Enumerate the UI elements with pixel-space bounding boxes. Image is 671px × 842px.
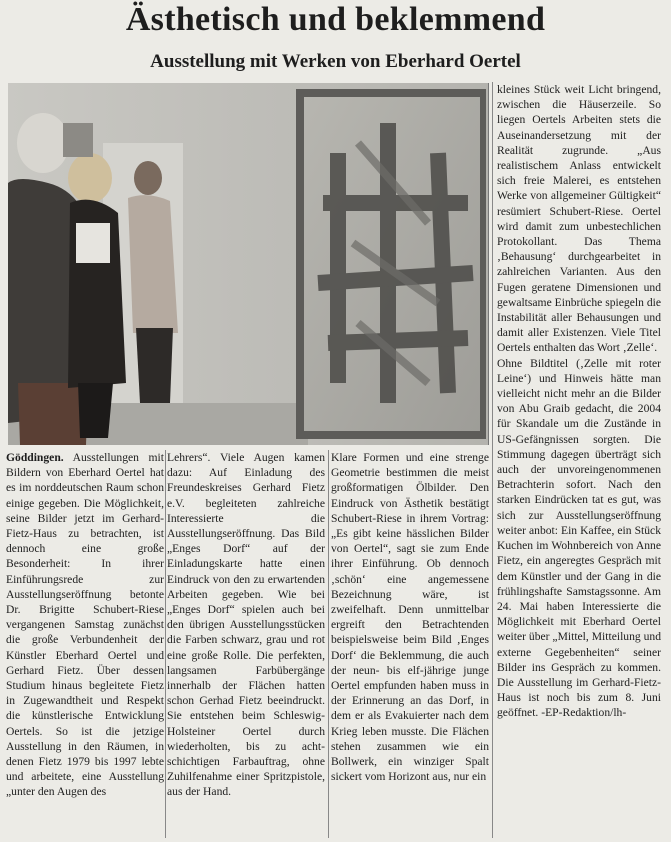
dateline: Göddingen. <box>6 451 64 464</box>
headline: Ästhetisch und beklemmend <box>125 1 546 38</box>
article-column-1 <box>6 450 164 800</box>
article-column-4 <box>497 82 661 721</box>
column-text: Lehrers“. Viele Augen kamen dazu: Auf Einladung des Freundeskreises Gerhard Fietz e.V. begleiteten zahlreiche Interessierte die Ausstellungseröffnung. Das Bild „Enges Dorf“ auf der Einladungskarte hatte einen Eindruck von den zu erwartenden Arbeiten gegeben. Wie bei „Enges Dorf“ spielen auch bei den übrigen Ausstellungsstücken die Farben schwarz, grau und rot eine große Rolle. Die perfekten, langsamen Farbübergänge innerhalb der Flächen hatten schon Gerhad Fietz beeindruckt. Sie entstehen beim Schleswig-Holsteiner Oertel durch wiederholten, bis zu acht-schichtigen Farbauftrag, ohne Zuhilfenahme einer Spritzpistole, aus der Hand. <box>167 451 325 799</box>
column-text: Ausstellungen mit Bildern von Eberhard Oertel hat es im norddeutschen Raum schon einige gegeben. Die Möglichkeit, seine Bilder jetzt im Gerhard-Fietz-Haus zu betrachten, ist dennoch eine große Besonderheit: In ihrer Einführungsrede zur Ausstellungseröffnung betonte Dr. Brigitte Schubert-Riese vergangenen Samstag zunächst die große Verbundenheit der Künstler Eberhard Oertel und Gerhard Fietz. Über dessen Studium hinaus begleitete Fietz in Zugewandtheit und Respekt die künstlerische Entwicklung Oertels. So ist die jetzige Ausstellung in den Räumen, in denen Fietz 1979 bis 1997 lebte und arbeitete, eine Ausstellung „unter den Augen des <box>6 451 164 799</box>
article-column-3 <box>331 450 489 784</box>
photo-graphic <box>8 83 488 445</box>
column-text: Klare Formen und eine strenge Geometrie bestimmen die meist großformatigen Ölbilder. Den Eindruck von Ästhetik bestätigt Schubert-Riese in ihrem Vortrag: „Es gibt keine hässlichen Bilder von Oertel“, sagt sie zum Ende ihrer Einführung. Ob dennoch ‚schön‘ eine angemessene Bezeichnung wäre, ist zweifelhaft. Denn unmittelbar ergreift den Betrachtenden beispielsweise beim Bild ‚Enges Dorf‘ die Beklemmung, die auch der neun- bis elf-jährige junge Oertel empfunden haben muss in der Erinnerung an das Dorf, in dem er als Evakuierter nach dem Krieg leben musste. Die Flächen stehen zusammen wie ein Bollwerk, ein winziger Spalt sickert vom Horizont aus, nur ein <box>331 451 489 784</box>
column-text: Ohne Bildtitel (‚Zelle mit roter Leine‘) und Hinweis hätte man vielleicht nicht mehr an die Bilder von Abu Graib gedacht, die 2004 für Skandale um die Zustände in US-Gefängnissen sorgten. Die Stimmung dagegen überträgt sich auch der unvoreingenommenen Betrachterin sofort. Nach den starken Eindrücken tat es gut, was sich zur Ausstellungseröffnung weiter anbot: Ein Kaffee, ein Stück Kuchen im Wohnbereich von Anne Fietz, ein angeregtes Gespräch mit dem Künstler und der Gang in die frühlingshafte Samstagssonne. Am 24. Mai haben Interessierte die Möglichkeit mit Eberhard Oertel weiter über „Mittel, Mitteilung und externe Gegebenheiten“ seiner Bilder ins Gespräch zu kommen. Die Ausstellung im Gerhard-Fietz-Haus ist noch bis zum 8. Juni geöffnet. -EP-Redaktion/lh- <box>497 356 661 720</box>
column-divider <box>492 82 493 838</box>
column-divider <box>165 450 166 838</box>
subheadline: Ausstellung mit Werken von Eberhard Oertel <box>150 51 521 72</box>
column-text: kleines Stück weit Licht bringend, zwischen die Häuserzeile. So liegen Oertels Arbeiten stets die Auseinandersetzung mit der Realität zugrunde. „Aus realistischem Anlass entwickelt sich freie Malerei, es entstehen Werke von allgemeiner Gültigkeit“ resümiert Schubert-Riese. Oertel wird damit zum unbestechlichen Protokollant. Das Thema ‚Behausung‘ durchgearbeitet in zahlreichen Varianten. Aus den Fugen geratene Dimensionen und gewaltsame Einbrüche spiegeln die Instabilität aller Behausungen und damit aller Existenzen. Viele Titel Oertels enthalten das Wort ‚Zelle‘. <box>497 83 661 355</box>
column-divider <box>328 450 329 838</box>
exhibition-photo-icon <box>8 83 489 445</box>
article-column-2 <box>167 450 325 800</box>
